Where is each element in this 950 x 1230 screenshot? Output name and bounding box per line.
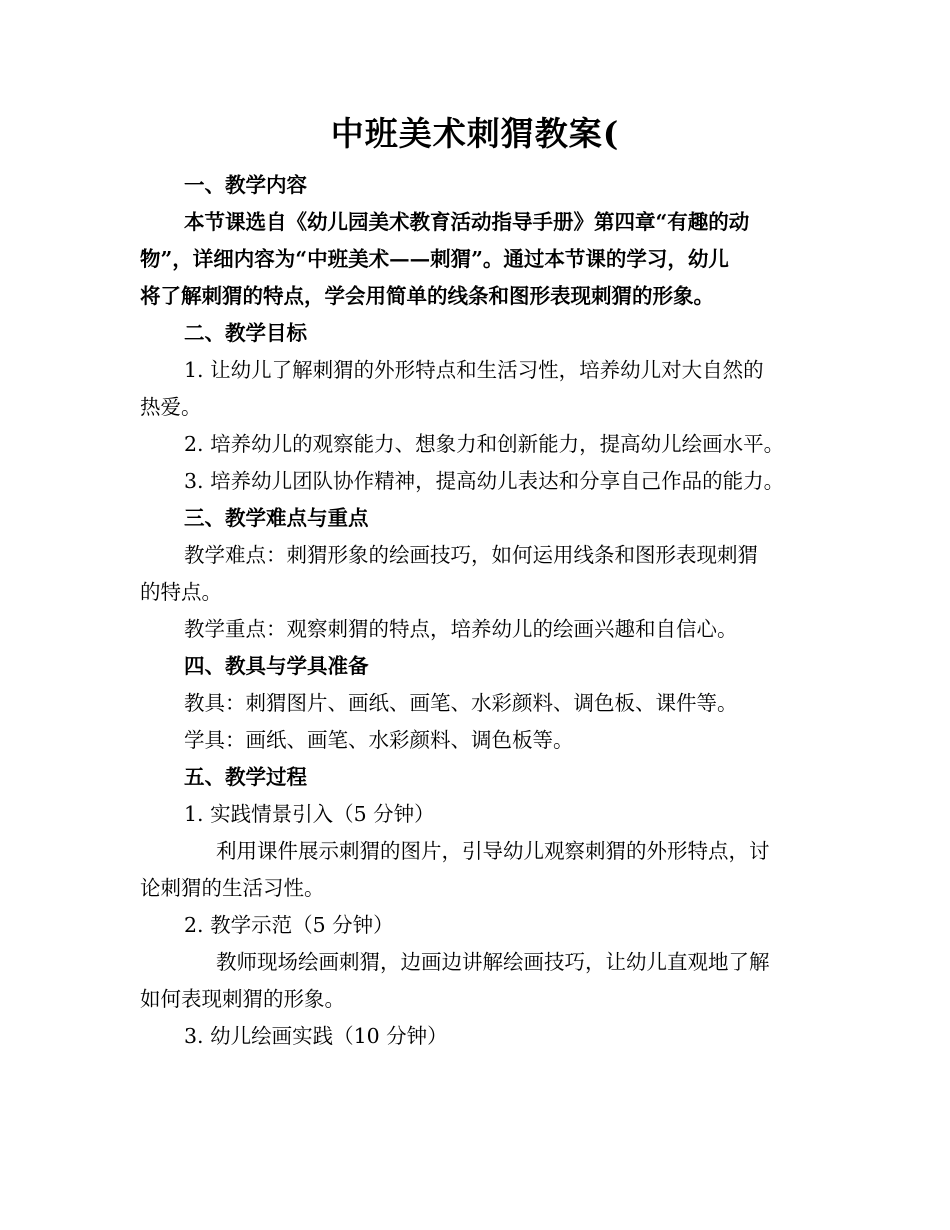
section-heading-process: 五、教学过程 — [184, 765, 307, 789]
paragraph-line: 教具：刺猬图片、画纸、画笔、水彩颜料、调色板、课件等。 — [184, 691, 738, 715]
paragraph-line: 热爱。 — [140, 395, 202, 419]
paragraph-line: 3. 培养幼儿团队协作精神，提高幼儿表达和分享自己作品的能力。 — [184, 469, 785, 493]
document-title: 中班美术刺猬教案( — [330, 114, 620, 153]
paragraph-line: 1. 实践情景引入（5 分钟） — [184, 802, 435, 826]
paragraph-line: 学具：画纸、画笔、水彩颜料、调色板等。 — [184, 728, 574, 752]
paragraph-line: 的特点。 — [140, 580, 222, 604]
section-heading-content: 一、教学内容 — [184, 173, 307, 197]
paragraph-line: 将了解刺猬的特点，学会用简单的线条和图形表现刺猬的形象。 — [140, 284, 714, 308]
paragraph-line: 如何表现刺猬的形象。 — [140, 987, 345, 1011]
paragraph-line: 论刺猬的生活习性。 — [140, 876, 325, 900]
paragraph-line: 教学重点：观察刺猬的特点，培养幼儿的绘画兴趣和自信心。 — [184, 617, 738, 641]
section-heading-difficulties: 三、教学难点与重点 — [184, 506, 369, 530]
section-heading-materials: 四、教具与学具准备 — [184, 654, 369, 678]
paragraph-line: 教学难点：刺猬形象的绘画技巧，如何运用线条和图形表现刺猬 — [184, 543, 758, 567]
paragraph-line: 3. 幼儿绘画实践（10 分钟） — [184, 1024, 448, 1048]
section-heading-goals: 二、教学目标 — [184, 321, 307, 345]
paragraph-line: 2. 教学示范（5 分钟） — [184, 913, 394, 937]
paragraph-line: 2. 培养幼儿的观察能力、想象力和创新能力，提高幼儿绘画水平。 — [184, 432, 785, 456]
paragraph-line: 物”，详细内容为“中班美术——刺猬”。通过本节课的学习，幼儿 — [140, 247, 729, 271]
paragraph-line: 本节课选自《幼儿园美术教育活动指导手册》第四章“有趣的动 — [184, 210, 750, 234]
paragraph-line: 利用课件展示刺猬的图片，引导幼儿观察刺猬的外形特点，讨 — [216, 839, 770, 863]
paragraph-line: 1. 让幼儿了解刺猬的外形特点和生活习性，培养幼儿对大自然的 — [184, 358, 764, 382]
paragraph-line: 教师现场绘画刺猬，边画边讲解绘画技巧，让幼儿直观地了解 — [216, 950, 770, 974]
